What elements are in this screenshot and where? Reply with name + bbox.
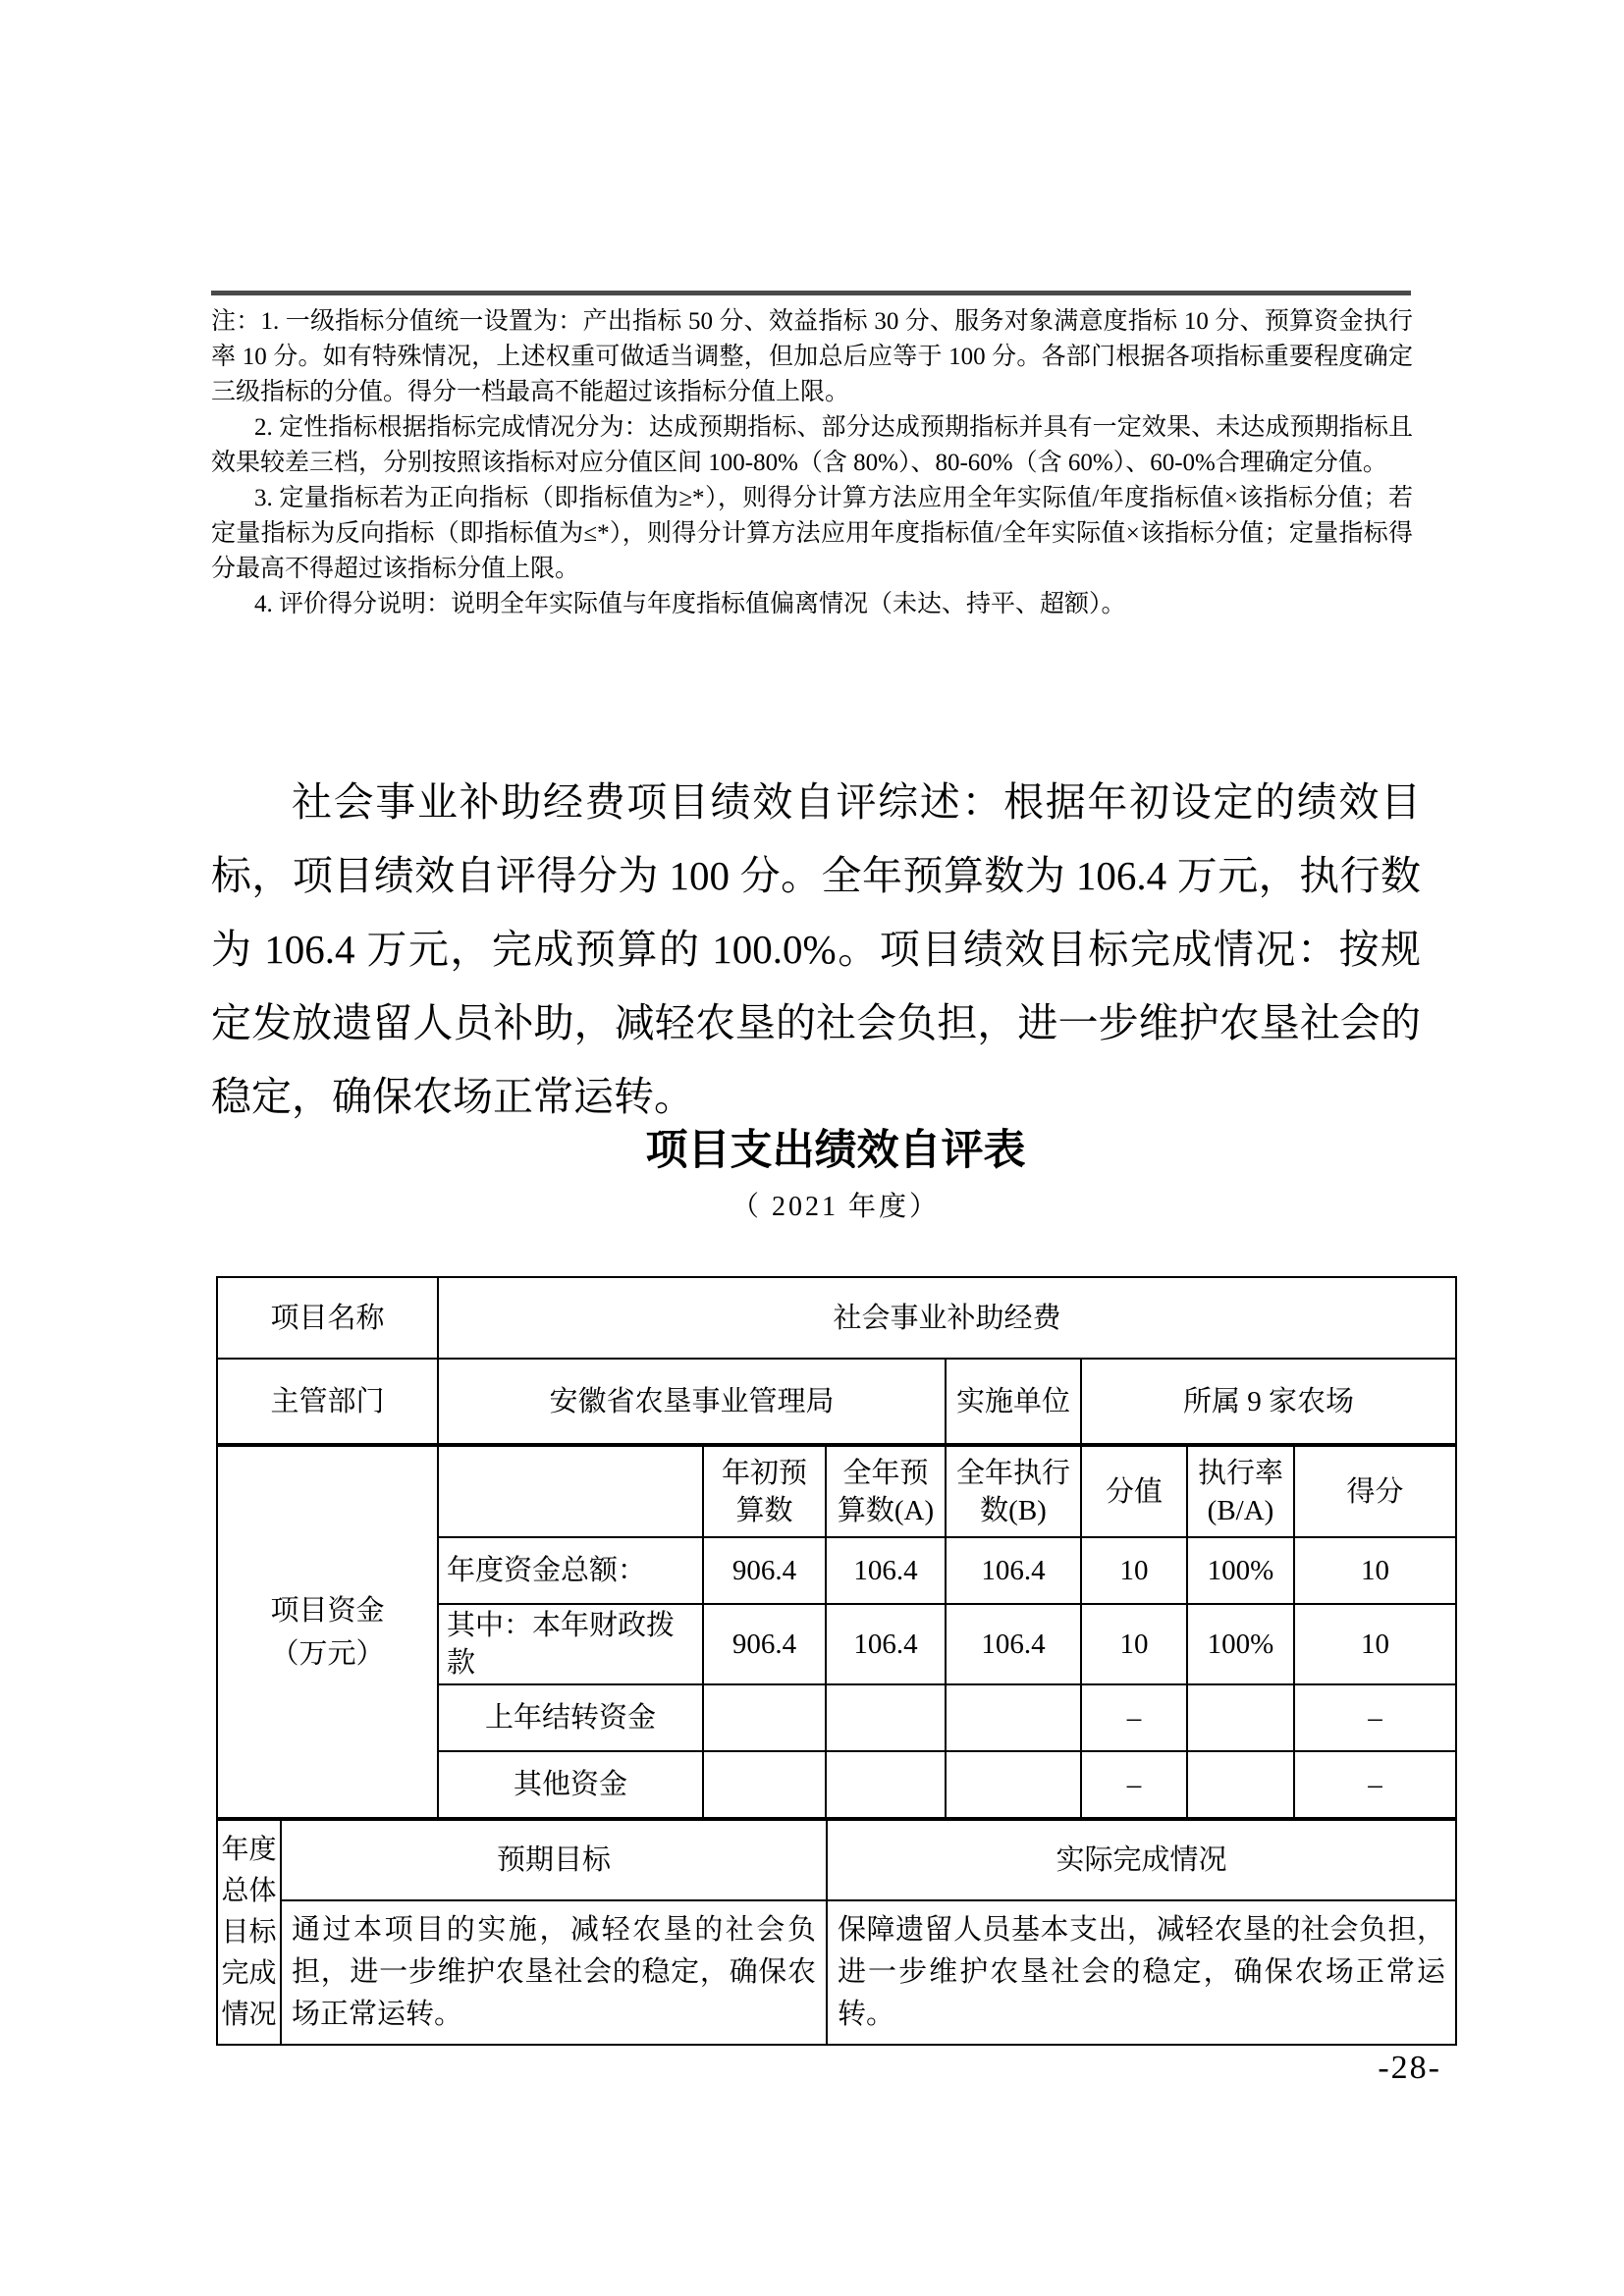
table-subtitle: （ 2021 年度） — [731, 1192, 940, 1222]
annual-goal-row-header: 年度总体目标完成情况 — [217, 1820, 281, 2045]
row-label-other-funds: 其他资金 — [438, 1751, 703, 1818]
cell-value: 106.4 — [826, 1604, 946, 1684]
col-header-points: 分值 — [1081, 1446, 1187, 1537]
table-info-section — [216, 1276, 1457, 1445]
cell-value: 10 — [1081, 1537, 1187, 1604]
col-header-execution-rate: 执行率(B/A) — [1187, 1446, 1294, 1537]
page-number: -28- — [1378, 2050, 1441, 2086]
cell-value — [826, 1751, 946, 1818]
cell-value — [946, 1751, 1081, 1818]
project-name-label: 项目名称 — [217, 1277, 438, 1359]
cell-value — [1187, 1684, 1294, 1751]
funds-row-header-label: 项目资金（万元） — [270, 1594, 385, 1670]
summary-paragraph: 社会事业补助经费项目绩效自评综述：根据年初设定的绩效目标，项目绩效自评得分为 100 分。全年预算数为 106.4 万元，执行数为 106.4 万元，完成预算的 100.0%。项目绩效目标完成情况：按规定发放遗留人员补助，减轻农垦的社会负担，进一步维护农垦社会的稳定，确保农场正常运转。 — [211, 779, 1421, 1119]
cell-value: 106.4 — [826, 1537, 946, 1604]
self-eval-table — [216, 1276, 1455, 2046]
col-header-initial-budget: 年初预算数 — [703, 1446, 826, 1537]
cell-value: 10 — [1081, 1604, 1187, 1684]
cell-value — [826, 1684, 946, 1751]
project-name-value: 社会事业补助经费 — [438, 1277, 1456, 1359]
cell-value: 10 — [1294, 1604, 1456, 1684]
col-header-score: 得分 — [1294, 1446, 1456, 1537]
funds-row-header — [217, 1446, 438, 1818]
cell-value: 100% — [1187, 1604, 1294, 1684]
expected-goal-header: 预期目标 — [281, 1820, 827, 1900]
cell-value — [1187, 1751, 1294, 1818]
cell-value: 906.4 — [703, 1537, 826, 1604]
actual-completion-header: 实际完成情况 — [827, 1820, 1456, 1900]
implementing-unit-value: 所属 9 家农场 — [1081, 1359, 1456, 1444]
cell-value — [703, 1684, 826, 1751]
cell-value: 10 — [1294, 1537, 1456, 1604]
cell-value: – — [1294, 1684, 1456, 1751]
actual-completion-text: 保障遗留人员基本支出，减轻农垦的社会负担，进一步维护农垦社会的稳定，确保农场正常运转。 — [827, 1900, 1456, 2045]
table-funds-section — [216, 1445, 1457, 1819]
cell-value: 106.4 — [946, 1537, 1081, 1604]
cell-value: – — [1081, 1751, 1187, 1818]
note-item-4: 4. 评价得分说明：说明全年实际值与年度指标值偏离情况（未达、持平、超额）。 — [254, 591, 1126, 617]
divider-line — [211, 291, 1411, 295]
table-goal-section — [216, 1819, 1457, 2046]
cell-value: – — [1081, 1684, 1187, 1751]
expected-goal-text: 通过本项目的实施，减轻农垦的社会负担，进一步维护农垦社会的稳定，确保农场正常运转。 — [281, 1900, 827, 2045]
cell-value: 906.4 — [703, 1604, 826, 1684]
authority-label: 主管部门 — [217, 1359, 438, 1444]
implementing-unit-label: 实施单位 — [946, 1359, 1081, 1444]
cell-value: 106.4 — [946, 1604, 1081, 1684]
cell-value — [946, 1684, 1081, 1751]
note-item-2: 2. 定性指标根据指标完成情况分为：达成预期指标、部分达成预期指标并具有一定效果、未达成预期指标且效果较差三档，分别按照该指标对应分值区间 100-80%（含 80%）、80-60%（含 60%）、60-0%合理确定分值。 — [211, 414, 1413, 476]
cell-value — [703, 1751, 826, 1818]
funds-blank-header — [438, 1446, 703, 1537]
row-label-carryover-funds: 上年结转资金 — [438, 1684, 703, 1751]
row-label-fiscal-allocation: 其中：本年财政拨款 — [438, 1604, 703, 1684]
note-item-1: 注：1. 一级指标分值统一设置为：产出指标 50 分、效益指标 30 分、服务对象满意度指标 10 分、预算资金执行率 10 分。如有特殊情况，上述权重可做适当调整，但加总后应等于 100 分。各部门根据各项指标重要程度确定三级指标的分值。得分一档最高不能超过该指标分值上限。 — [211, 308, 1413, 405]
table-title: 项目支出绩效自评表 — [645, 1127, 1026, 1174]
cell-value: – — [1294, 1751, 1456, 1818]
cell-value: 100% — [1187, 1537, 1294, 1604]
notes-section — [211, 304, 1413, 622]
authority-value: 安徽省农垦事业管理局 — [438, 1359, 946, 1444]
col-header-annual-execution: 全年执行数(B) — [946, 1446, 1081, 1537]
note-item-3: 3. 定量指标若为正向指标（即指标值为≥*），则得分计算方法应用全年实际值/年度指标值×该指标分值；若定量指标为反向指标（即指标值为≤*），则得分计算方法应用年度指标值/全年实际值×该指标分值；定量指标得分最高不得超过该指标分值上限。 — [211, 485, 1413, 582]
row-label-total-funds: 年度资金总额： — [438, 1537, 703, 1604]
col-header-annual-budget: 全年预算数(A) — [826, 1446, 946, 1537]
